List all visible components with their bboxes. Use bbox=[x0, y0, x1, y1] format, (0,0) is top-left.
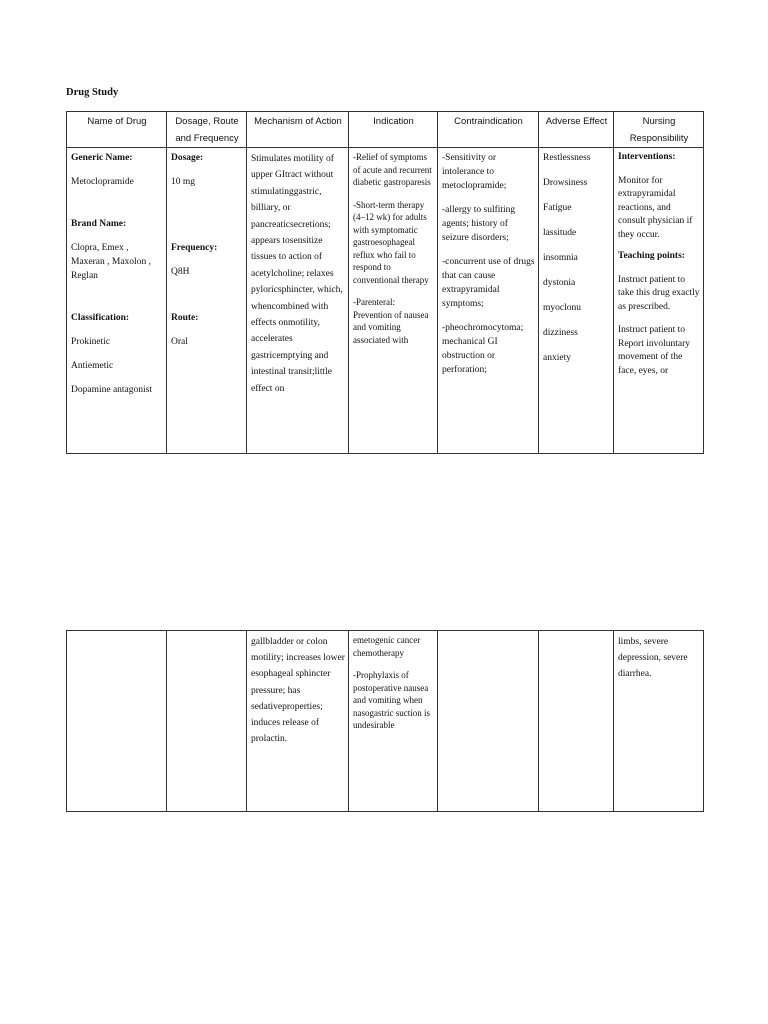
cell-mechanism-cont bbox=[247, 631, 349, 812]
dosage-label: Dosage: bbox=[171, 153, 204, 163]
contraindication-item: -allergy to sulfiting agents; history of seizure disorders; bbox=[442, 205, 516, 243]
adverse-effect-item: Fatigue bbox=[543, 203, 572, 213]
generic-name-label: Generic Name: bbox=[71, 153, 133, 163]
adverse-effect-item: Drowsiness bbox=[543, 178, 588, 188]
frequency-label: Frequency: bbox=[171, 243, 218, 253]
contraindication-item: -concurrent use of drugs that can cause extrapyramidal symptoms; bbox=[442, 257, 535, 309]
adverse-effect-item: anxiety bbox=[543, 353, 571, 363]
cell-dosage-cont bbox=[167, 631, 247, 812]
interventions-text: Monitor for extrapyramidal reactions, and consult physician if they occur. bbox=[618, 175, 693, 240]
header-nursing-responsibility: Nursing Responsibility bbox=[614, 112, 704, 148]
indication-item: -Short-term therapy (4–12 wk) for adults with symptomatic gastroesophageal reflux who fail to respond to conventional therapy bbox=[353, 199, 429, 285]
drug-study-table-page2 bbox=[66, 630, 704, 812]
header-contraindication: Contraindication bbox=[438, 112, 539, 148]
cell-dosage bbox=[167, 148, 247, 454]
contraindication-item: -Sensitivity or intolerance to metoclopramide; bbox=[442, 153, 507, 191]
drug-study-table-page1 bbox=[66, 111, 704, 454]
cell-name-of-drug-cont bbox=[67, 631, 167, 812]
teaching-point: Instruct patient to take this drug exactly as prescribed. bbox=[618, 274, 700, 312]
cell-name-of-drug bbox=[67, 148, 167, 454]
header-adverse-effect: Adverse Effect bbox=[539, 112, 614, 148]
mechanism-text-cont: gallbladder or colon motility; increases lower esophageal sphincter pressure; has sedativeproperties; induces release of prolactin. bbox=[251, 637, 345, 745]
classification-label: Classification: bbox=[71, 313, 130, 323]
document-title: Drug Study bbox=[66, 87, 119, 98]
indication-item: emetogenic cancer chemotherapy bbox=[353, 635, 421, 658]
classification-value: Antiemetic bbox=[71, 361, 114, 371]
cell-adverse-effect-cont bbox=[539, 631, 614, 812]
cell-mechanism bbox=[247, 148, 349, 454]
teaching-point: Instruct patient to Report involuntary movement of the face, eyes, or bbox=[618, 325, 691, 376]
adverse-effect-item: dizziness bbox=[543, 328, 578, 338]
generic-name-value: Metoclopramide bbox=[71, 177, 134, 187]
cell-nursing-responsibility bbox=[614, 148, 704, 454]
cell-contraindication-cont bbox=[438, 631, 539, 812]
classification-value: Prokinetic bbox=[71, 337, 111, 347]
adverse-effect-item: dystonia bbox=[543, 278, 576, 288]
indication-item: -Parenteral: Prevention of nausea and vomiting associated with bbox=[353, 297, 429, 345]
contraindication-item: -pheochromocytoma; mechanical GI obstruction or perforation; bbox=[442, 323, 524, 375]
dosage-value: 10 mg bbox=[171, 177, 196, 187]
cell-indication bbox=[349, 148, 438, 454]
brand-name-value: Clopra, Emex , Maxeran , Maxolon , Reglan bbox=[71, 243, 151, 281]
teaching-points-label: Teaching points: bbox=[618, 251, 685, 261]
cell-adverse-effect bbox=[539, 148, 614, 454]
frequency-value: Q8H bbox=[171, 267, 190, 277]
header-mechanism-of-action: Mechanism of Action bbox=[247, 112, 349, 148]
cell-contraindication bbox=[438, 148, 539, 454]
teaching-point-cont: limbs, severe depression, severe diarrhea. bbox=[618, 637, 688, 679]
adverse-effect-item: Restlessness bbox=[543, 153, 591, 163]
indication-item: -Prophylaxis of postoperative nausea and vomiting when nasogastric suction is undesirable bbox=[353, 670, 430, 730]
interventions-label: Interventions: bbox=[618, 152, 676, 162]
classification-value: Dopamine antagonist bbox=[71, 385, 152, 395]
cell-indication-cont bbox=[349, 631, 438, 812]
adverse-effect-item: insomnia bbox=[543, 253, 578, 263]
header-indication: Indication bbox=[349, 112, 438, 148]
cell-nursing-responsibility-cont bbox=[614, 631, 704, 812]
indication-item: -Relief of symptoms of acute and recurrent diabetic gastroparesis bbox=[353, 152, 432, 187]
adverse-effect-item: myoclonu bbox=[543, 303, 581, 313]
route-value: Oral bbox=[171, 337, 188, 347]
header-name-of-drug: Name of Drug bbox=[67, 112, 167, 148]
mechanism-text: Stimulates motility of upper GItract without stimulatinggastric, billiary, or pancreaticsecretions; appears tosensitize tissues to action of acetylcholine; relaxes pyloricsphincter, which, whencombined with effects onmotility, accelerates gastricemptying and intestinal transit;little effect on bbox=[251, 154, 343, 394]
adverse-effect-item: lassitude bbox=[543, 228, 577, 238]
header-dosage-route-frequency: Dosage, Route and Frequency bbox=[167, 112, 247, 148]
brand-name-label: Brand Name: bbox=[71, 219, 127, 229]
route-label: Route: bbox=[171, 313, 199, 323]
